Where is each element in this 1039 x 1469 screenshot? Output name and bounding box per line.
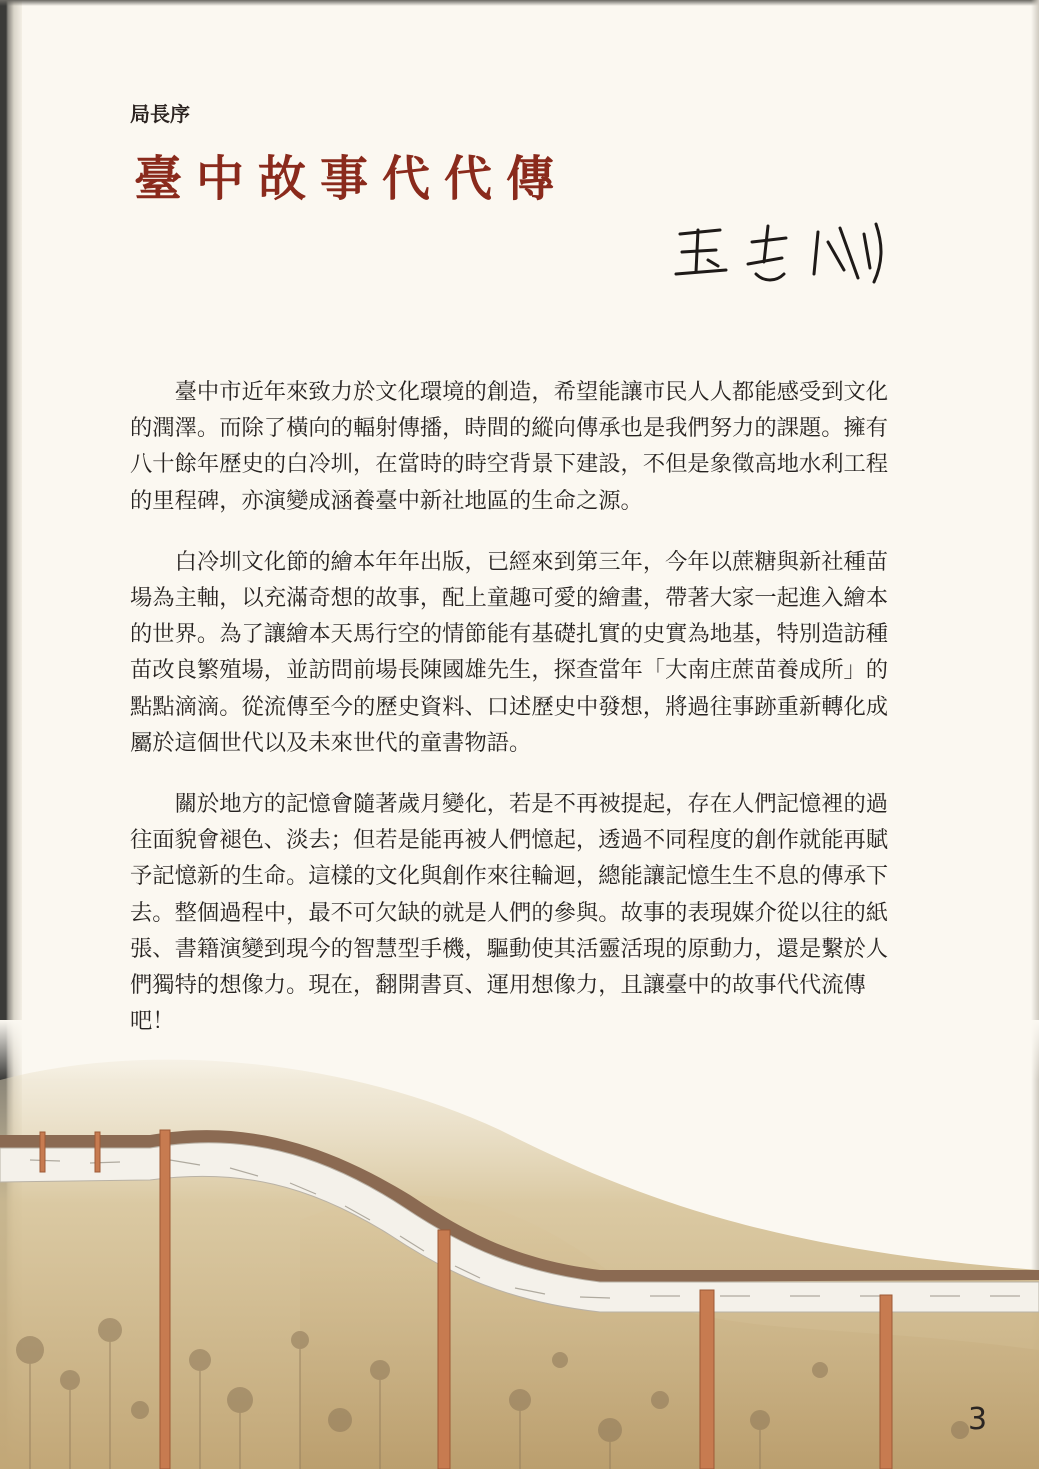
background-illustration: [0, 1020, 1039, 1469]
paragraph-2: 白冷圳文化節的繪本年年出版，已經來到第三年，今年以蔗糖與新社種苗場為主軸，以充滿奇想的故事，配上童趣可愛的繪畫，帶著大家一起進入繪本的世界。為了讓繪本天馬行空的情節能有基礎扎實的史實為地基，特別造訪種苗改良繁殖場，並訪問前場長陳國雄先生，探查當年「大南庄蔗苗養成所」的點點滴滴。從流傳至今的歷史資料、口述歷史中發想，將過往事跡重新轉化成屬於這個世代以及未來世代的童書物語。: [130, 548, 889, 756]
handwritten-signature: [668, 212, 898, 292]
paragraph-1: 臺中市近年來致力於文化環境的創造，希望能讓市民人人都能感受到文化的潤澤。而除了橫向的輻射傳播，時間的縱向傳承也是我們努力的課題。擁有八十餘年歷史的白冷圳，在當時的時空背景下建設，不但是象徵高地水利工程的里程碑，亦演變成涵養臺中新社地區的生命之源。: [130, 379, 889, 514]
paragraph-3: 關於地方的記憶會隨著歲月變化，若是不再被提起，存在人們記憶裡的過往面貌會褪色、淡去；但若是能再被人們憶起，透過不同程度的創作就能再賦予記憶新的生命。這樣的文化與創作來往輪迴，總能讓記憶生生不息的傳承下去。整個過程中，最不可欠缺的就是人們的參與。故事的表現媒介從以往的紙張、書籍演變到現今的智慧型手機，驅動使其活靈活現的原動力，還是繫於人們獨特的想像力。現在，翻開書頁、運用想像力，且讓臺中的故事代代流傳吧！: [130, 791, 889, 1035]
section-label: 局長序: [130, 102, 190, 126]
page-top-edge: [0, 0, 1039, 6]
page-title: 臺中故事代代傳: [134, 151, 569, 207]
page-number: 3: [968, 1402, 988, 1437]
preface-body: [130, 374, 890, 1064]
